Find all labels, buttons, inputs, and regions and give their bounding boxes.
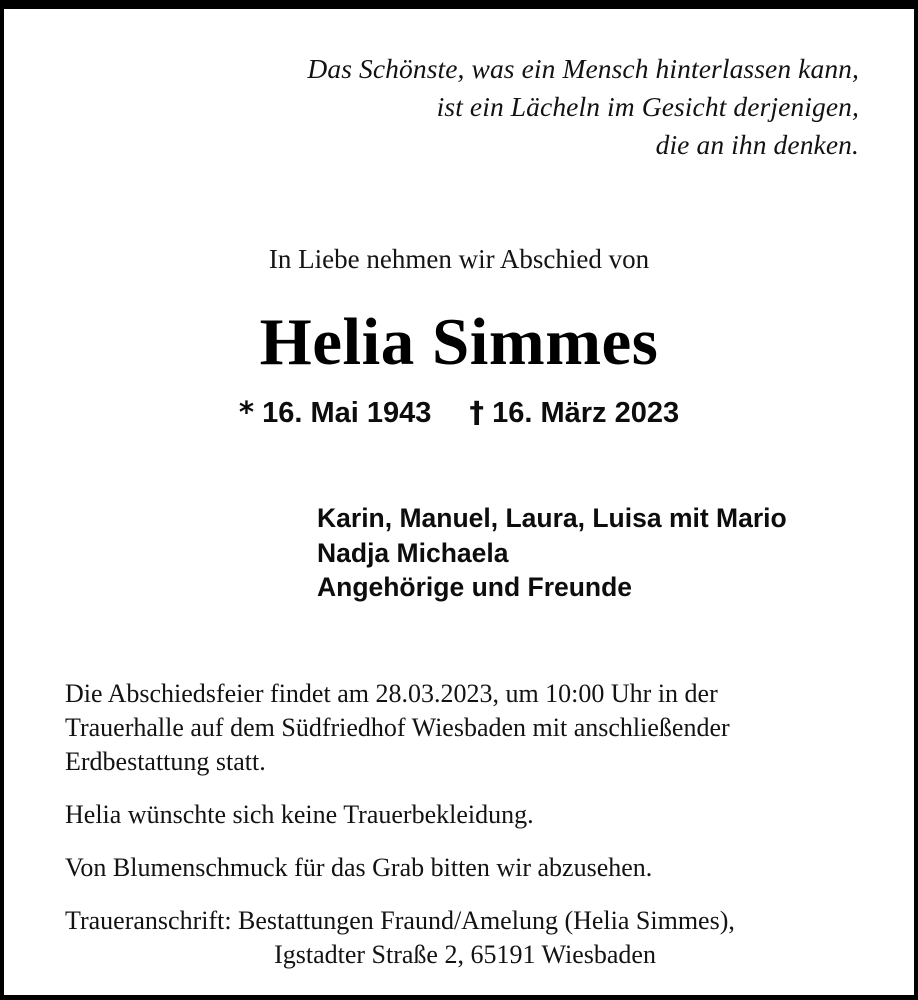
- condolence-address-paragraph: [65, 904, 865, 972]
- condolence-address-line-2: Igstadter Straße 2, 65191 Wiesbaden: [274, 940, 656, 969]
- life-dates: [4, 394, 914, 431]
- notice-inner: [4, 9, 914, 995]
- flowers-request-line-1: Von Blumenschmuck für das Grab bitten wir abzusehen.: [65, 853, 653, 882]
- dress-code-paragraph: [65, 798, 865, 832]
- mourners-line-3: Angehörige und Freunde: [317, 572, 633, 602]
- deceased-name: Helia Simmes: [259, 305, 659, 379]
- death-cross-icon: †: [469, 395, 485, 429]
- notice-body: [65, 677, 865, 972]
- funeral-details-line-2: Trauerhalle auf dem Südfriedhof Wiesbaden mit anschließender: [65, 713, 730, 742]
- memorial-quote: [54, 50, 859, 164]
- condolence-address-line-1: Traueranschrift: Bestattungen Fraund/Amelung (Helia Simmes),: [65, 906, 735, 935]
- funeral-details-line-3: Erdbestattung statt.: [65, 747, 266, 776]
- dress-code-line-1: Helia wünschte sich keine Trauerbekleidung.: [65, 800, 534, 829]
- death-date: 16. März 2023: [492, 397, 680, 429]
- quote-line-2: ist ein Lächeln im Gesicht derjenigen,: [436, 91, 859, 122]
- quote-line-1: Das Schönste, was ein Mensch hinterlassen kann,: [307, 53, 859, 84]
- farewell-intro-line: In Liebe nehmen wir Abschied von: [268, 244, 650, 274]
- birth-date: 16. Mai 1943: [262, 397, 432, 429]
- mourners-line-1: Karin, Manuel, Laura, Luisa mit Mario: [317, 503, 787, 533]
- birth-star-icon: *: [238, 395, 255, 429]
- funeral-details-paragraph: [65, 677, 865, 779]
- quote-line-3: die an ihn denken.: [655, 129, 859, 160]
- flowers-request-paragraph: [65, 851, 865, 885]
- mourners-line-2: Nadja Michaela: [317, 537, 509, 568]
- mourners-block: [317, 501, 787, 605]
- funeral-details-line-1: Die Abschiedsfeier findet am 28.03.2023, um 10:00 Uhr in der: [65, 679, 718, 708]
